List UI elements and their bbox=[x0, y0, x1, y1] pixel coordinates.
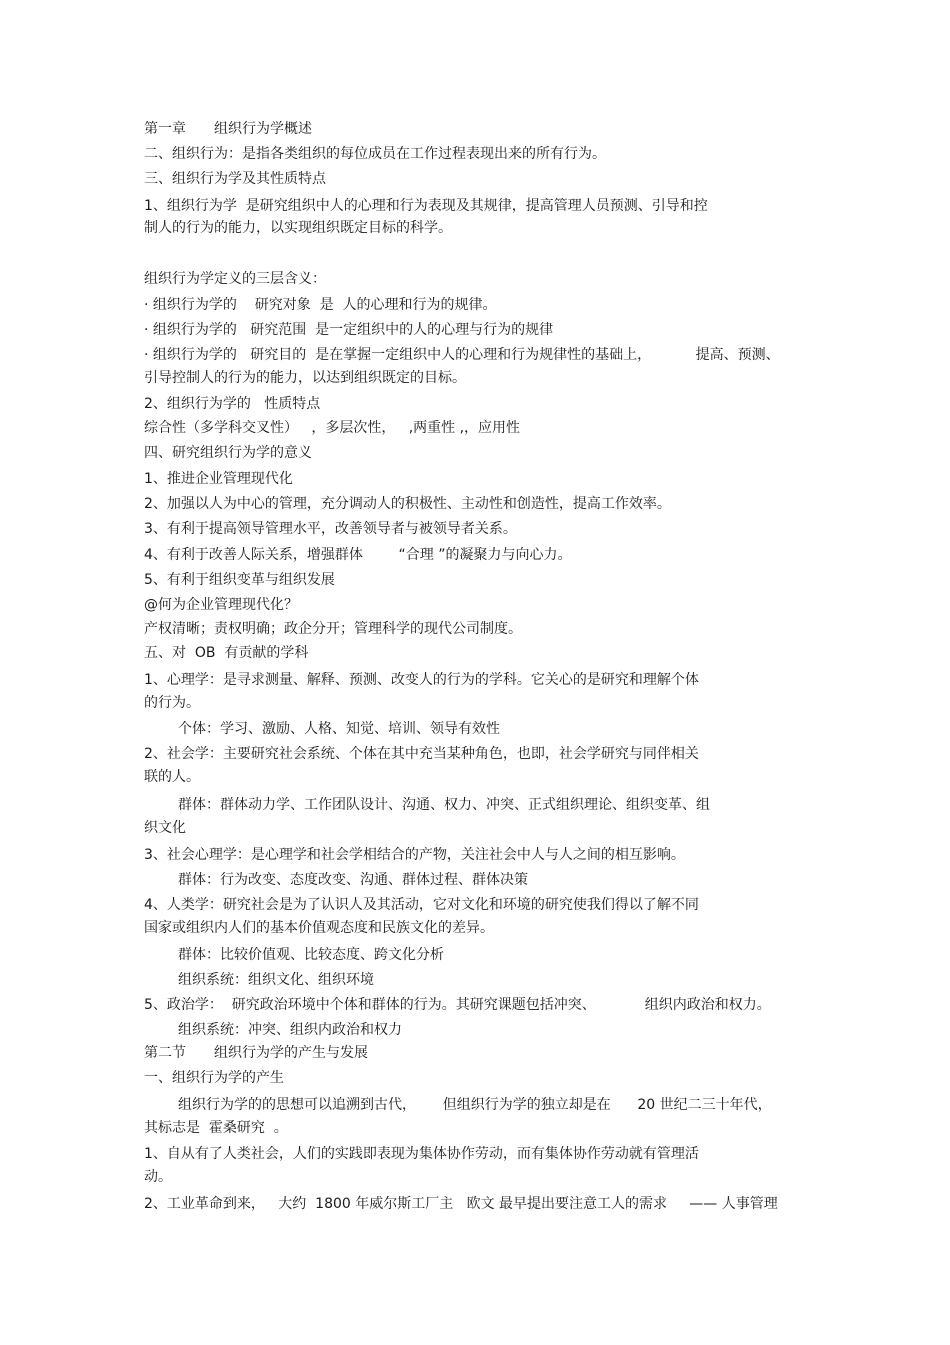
text-line: 的行为。 bbox=[144, 695, 200, 711]
section-heading: 三、组织行为学及其性质特点 bbox=[144, 171, 326, 187]
text-line: 其标志是 霍桑研究 。 bbox=[144, 1120, 288, 1136]
text-line: 织文化 bbox=[144, 820, 186, 836]
section-title: 第二节 组织行为学的产生与发展 bbox=[144, 1045, 368, 1061]
text-line: 动。 bbox=[144, 1169, 172, 1185]
text-line: 联的人。 bbox=[144, 769, 200, 785]
text-line: 组织行为学的的思想可以追溯到古代， 但组织行为学的独立却是在 20 世纪二三十年代， bbox=[178, 1097, 772, 1113]
text-line: 4、人类学：研究社会是为了认识人及其活动，它对文化和环境的研究使我们得以了解不同 bbox=[144, 897, 699, 913]
text-line: 产权清晰；责权明确；政企分开；管理科学的现代公司制度。 bbox=[144, 621, 522, 637]
bullet-line: · 组织行为学的 研究目的 是在掌握一定组织中人的心理和行为规律性的基础上， 提高、预测、 bbox=[144, 347, 780, 363]
text-line: 3、有利于提高领导管理水平，改善领导者与被领导者关系。 bbox=[144, 521, 517, 537]
text-line: 1、组织行为学 是研究组织中人的心理和行为表现及其规律，提高管理人员预测、引导和控 bbox=[144, 198, 708, 214]
text-line: 2、工业革命到来， 大约 1800 年威尔斯工厂主 欧文 最早提出要注意工人的需求 —— 人事管理 bbox=[144, 1196, 778, 1212]
text-line: 个体：学习、激励、人格、知觉、培训、领导有效性 bbox=[178, 721, 500, 737]
text-line: 1、推进企业管理现代化 bbox=[144, 471, 293, 487]
text-line: 综合性（多学科交叉性） ，多层次性， ,两重性 ,，应用性 bbox=[144, 420, 521, 436]
chapter-title: 第一章 组织行为学概述 bbox=[144, 121, 312, 137]
text-line: 2、加强以人为中心的管理，充分调动人的积极性、主动性和创造性，提高工作效率。 bbox=[144, 496, 671, 512]
text-line: 群体：行为改变、态度改变、沟通、群体过程、群体决策 bbox=[178, 872, 528, 888]
text-line: 3、社会心理学：是心理学和社会学相结合的产物，关注社会中人与人之间的相互影响。 bbox=[144, 847, 685, 863]
text-line: 制人的行为的能力，以实现组织既定目标的科学。 bbox=[144, 220, 452, 236]
text-line: 4、有利于改善人际关系，增强群体 “合理 ”的凝聚力与向心力。 bbox=[144, 547, 572, 563]
section-heading: 五、对 OB 有贡献的学科 bbox=[144, 645, 309, 661]
text-line: 二、组织行为：是指各类组织的每位成员在工作过程表现出来的所有行为。 bbox=[144, 146, 606, 162]
section-heading: 四、研究组织行为学的意义 bbox=[144, 445, 312, 461]
text-line: 群体：比较价值观、比较态度、跨文化分析 bbox=[178, 947, 444, 963]
bullet-line: · 组织行为学的 研究对象 是 人的心理和行为的规律。 bbox=[144, 297, 497, 313]
text-line: 群体：群体动力学、工作团队设计、沟通、权力、冲突、正式组织理论、组织变革、组 bbox=[178, 797, 710, 813]
text-line: @何为企业管理现代化？ bbox=[144, 597, 298, 613]
bullet-line: · 组织行为学的 研究范围 是一定组织中的人的心理与行为的规律 bbox=[144, 322, 554, 338]
text-line: 组织系统：组织文化、组织环境 bbox=[178, 972, 374, 988]
text-line: 组织系统：冲突、组织内政治和权力 bbox=[178, 1022, 402, 1038]
text-line: 1、自从有了人类社会，人们的实践即表现为集体协作劳动，而有集体协作劳动就有管理活 bbox=[144, 1146, 699, 1162]
text-line: 1、心理学：是寻求测量、解释、预测、改变人的行为的学科。它关心的是研究和理解个体 bbox=[144, 672, 699, 688]
text-line: 国家或组织内人们的基本价值观态度和民族文化的差异。 bbox=[144, 920, 494, 936]
text-line: 组织行为学定义的三层含义： bbox=[144, 271, 326, 287]
text-line: 引导控制人的行为的能力，以达到组织既定的目标。 bbox=[144, 370, 466, 386]
text-line: 5、有利于组织变革与组织发展 bbox=[144, 572, 335, 588]
section-heading: 一、组织行为学的产生 bbox=[144, 1070, 284, 1086]
text-line: 5、政治学： 研究政治环境中个体和群体的行为。其研究课题包括冲突、 组织内政治和权力。 bbox=[144, 997, 771, 1013]
text-line: 2、组织行为学的 性质特点 bbox=[144, 396, 321, 412]
text-line: 2、社会学：主要研究社会系统、个体在其中充当某种角色，也即，社会学研究与同伴相关 bbox=[144, 746, 699, 762]
